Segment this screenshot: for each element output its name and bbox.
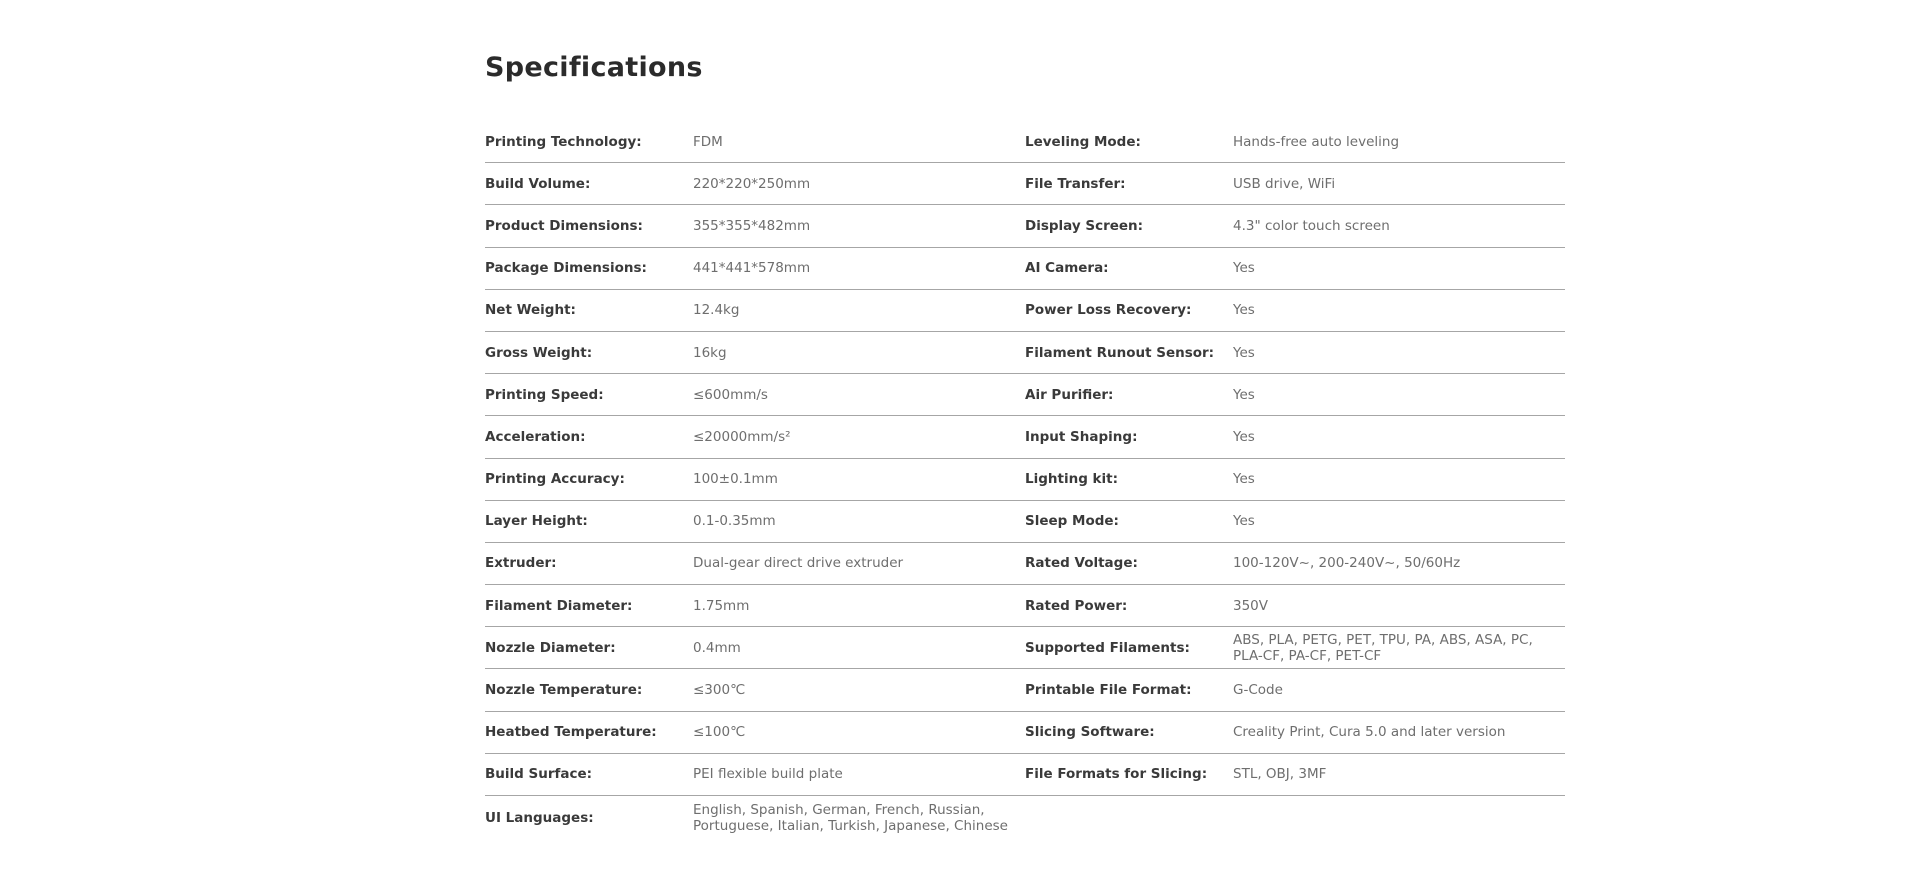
spec-row-product-dimensions (485, 205, 1025, 247)
spec-value: ≤600mm/s (693, 386, 768, 403)
spec-row-package-dimensions (485, 248, 1025, 290)
spec-value: G-Code (1233, 682, 1283, 699)
spec-value: 100-120V~, 200-240V~, 50/60Hz (1233, 555, 1461, 572)
spec-label: Rated Power: (1025, 597, 1128, 614)
spec-row-file-transfer (1025, 163, 1565, 205)
spec-label: Printing Technology: (485, 133, 642, 150)
spec-label: Build Surface: (485, 766, 593, 783)
spec-table (485, 121, 1565, 840)
spec-value: ≤100℃ (693, 724, 746, 741)
spec-row-build-volume (485, 163, 1025, 205)
spec-row-leveling-mode (1025, 121, 1565, 163)
spec-label: Leveling Mode: (1025, 133, 1141, 150)
spec-value: Yes (1233, 386, 1255, 403)
spec-label: File Formats for Slicing: (1025, 766, 1208, 783)
spec-row-gross-weight (485, 332, 1025, 374)
spec-row-rated-power (1025, 585, 1565, 627)
spec-label: Acceleration: (485, 428, 586, 445)
spec-row-heatbed-temperature (485, 712, 1025, 754)
spec-row-rated-voltage (1025, 543, 1565, 585)
spec-row-net-weight (485, 290, 1025, 332)
spec-label: Filament Diameter: (485, 597, 633, 614)
spec-value: Yes (1233, 302, 1255, 319)
spec-label: Printing Accuracy: (485, 471, 625, 488)
spec-row-filament-runout-sensor (1025, 332, 1565, 374)
spec-row-extruder (485, 543, 1025, 585)
spec-value: FDM (693, 133, 723, 150)
spec-value: 16kg (693, 344, 727, 361)
spec-value: Dual-gear direct drive extruder (693, 555, 904, 572)
spec-row-acceleration (485, 416, 1025, 458)
spec-label: File Transfer: (1025, 175, 1126, 192)
spec-value: Yes (1233, 344, 1255, 361)
spec-label: UI Languages: (485, 810, 594, 826)
spec-row-empty (1025, 796, 1565, 840)
spec-value: Yes (1233, 260, 1255, 277)
page-title: Specifications (485, 52, 703, 83)
spec-row-lighting-kit (1025, 459, 1565, 501)
spec-value: ≤300℃ (693, 682, 746, 699)
spec-label: Rated Voltage: (1025, 555, 1138, 572)
spec-value: PEI flexible build plate (693, 766, 843, 783)
spec-value: 12.4kg (693, 302, 740, 319)
spec-row-slicing-software (1025, 712, 1565, 754)
spec-value: Hands-free auto leveling (1233, 133, 1400, 150)
spec-row-nozzle-diameter (485, 627, 1025, 669)
spec-label: Package Dimensions: (485, 260, 647, 277)
spec-label: AI Camera: (1025, 260, 1109, 277)
spec-row-filament-diameter (485, 585, 1025, 627)
spec-label: Input Shaping: (1025, 428, 1138, 445)
spec-row-layer-height (485, 501, 1025, 543)
spec-row-ai-camera (1025, 248, 1565, 290)
spec-label: Layer Height: (485, 513, 588, 530)
spec-label: Lighting kit: (1025, 471, 1119, 488)
spec-label: Printable File Format: (1025, 682, 1192, 699)
spec-value: 350V (1233, 597, 1269, 614)
spec-row-supported-filaments (1025, 627, 1565, 669)
spec-row-display-screen (1025, 205, 1565, 247)
spec-row-file-formats-for-slicing (1025, 754, 1565, 796)
spec-label: Air Purifier: (1025, 386, 1114, 403)
spec-label: Slicing Software: (1025, 724, 1155, 741)
spec-value: 1.75mm (693, 597, 750, 614)
spec-row-printable-file-format (1025, 669, 1565, 711)
spec-row-sleep-mode (1025, 501, 1565, 543)
spec-row-printing-speed (485, 374, 1025, 416)
spec-label: Product Dimensions: (485, 217, 643, 234)
spec-row-power-loss-recovery (1025, 290, 1565, 332)
spec-value: 100±0.1mm (693, 471, 778, 488)
spec-label: Display Screen: (1025, 217, 1144, 234)
spec-value: 0.4mm (693, 639, 741, 656)
spec-label: Gross Weight: (485, 344, 593, 361)
spec-value: English, Spanish, German, French, Russian, Portuguese, Italian, Turkish, Japanese, Chinese (693, 802, 1008, 834)
spec-value: 4.3" color touch screen (1233, 217, 1390, 234)
spec-row-printing-accuracy (485, 459, 1025, 501)
spec-row-air-purifier (1025, 374, 1565, 416)
spec-label: Power Loss Recovery: (1025, 302, 1192, 319)
spec-value: Yes (1233, 471, 1255, 488)
spec-label: Filament Runout Sensor: (1025, 344, 1215, 361)
spec-row-build-surface (485, 754, 1025, 796)
spec-value: ABS, PLA, PETG, PET, TPU, PA, ABS, ASA, PC, PLA-CF, PA-CF, PET-CF (1233, 631, 1533, 664)
spec-value: ≤20000mm/s² (693, 428, 791, 445)
spec-label: Nozzle Temperature: (485, 682, 643, 699)
spec-value: USB drive, WiFi (1233, 175, 1336, 192)
spec-row-ui-languages (485, 796, 1025, 840)
specifications-section (485, 48, 1565, 834)
spec-label: Extruder: (485, 555, 557, 572)
spec-label: Sleep Mode: (1025, 513, 1119, 530)
spec-value: Creality Print, Cura 5.0 and later version (1233, 724, 1506, 741)
spec-label: Net Weight: (485, 302, 576, 319)
spec-value: 220*220*250mm (693, 175, 811, 192)
spec-value: STL, OBJ, 3MF (1233, 766, 1327, 783)
spec-value: Yes (1233, 428, 1255, 445)
spec-label: Build Volume: (485, 175, 591, 192)
spec-value: 0.1-0.35mm (693, 513, 776, 530)
spec-row-nozzle-temperature (485, 669, 1025, 711)
spec-label: Supported Filaments: (1025, 639, 1190, 656)
spec-row-input-shaping (1025, 416, 1565, 458)
spec-value: 355*355*482mm (693, 217, 811, 234)
spec-value: Yes (1233, 513, 1255, 530)
spec-label: Heatbed Temperature: (485, 724, 657, 741)
spec-label: Printing Speed: (485, 386, 604, 403)
spec-value: 441*441*578mm (693, 260, 811, 277)
spec-row-printing-technology (485, 121, 1025, 163)
spec-label: Nozzle Diameter: (485, 639, 616, 656)
